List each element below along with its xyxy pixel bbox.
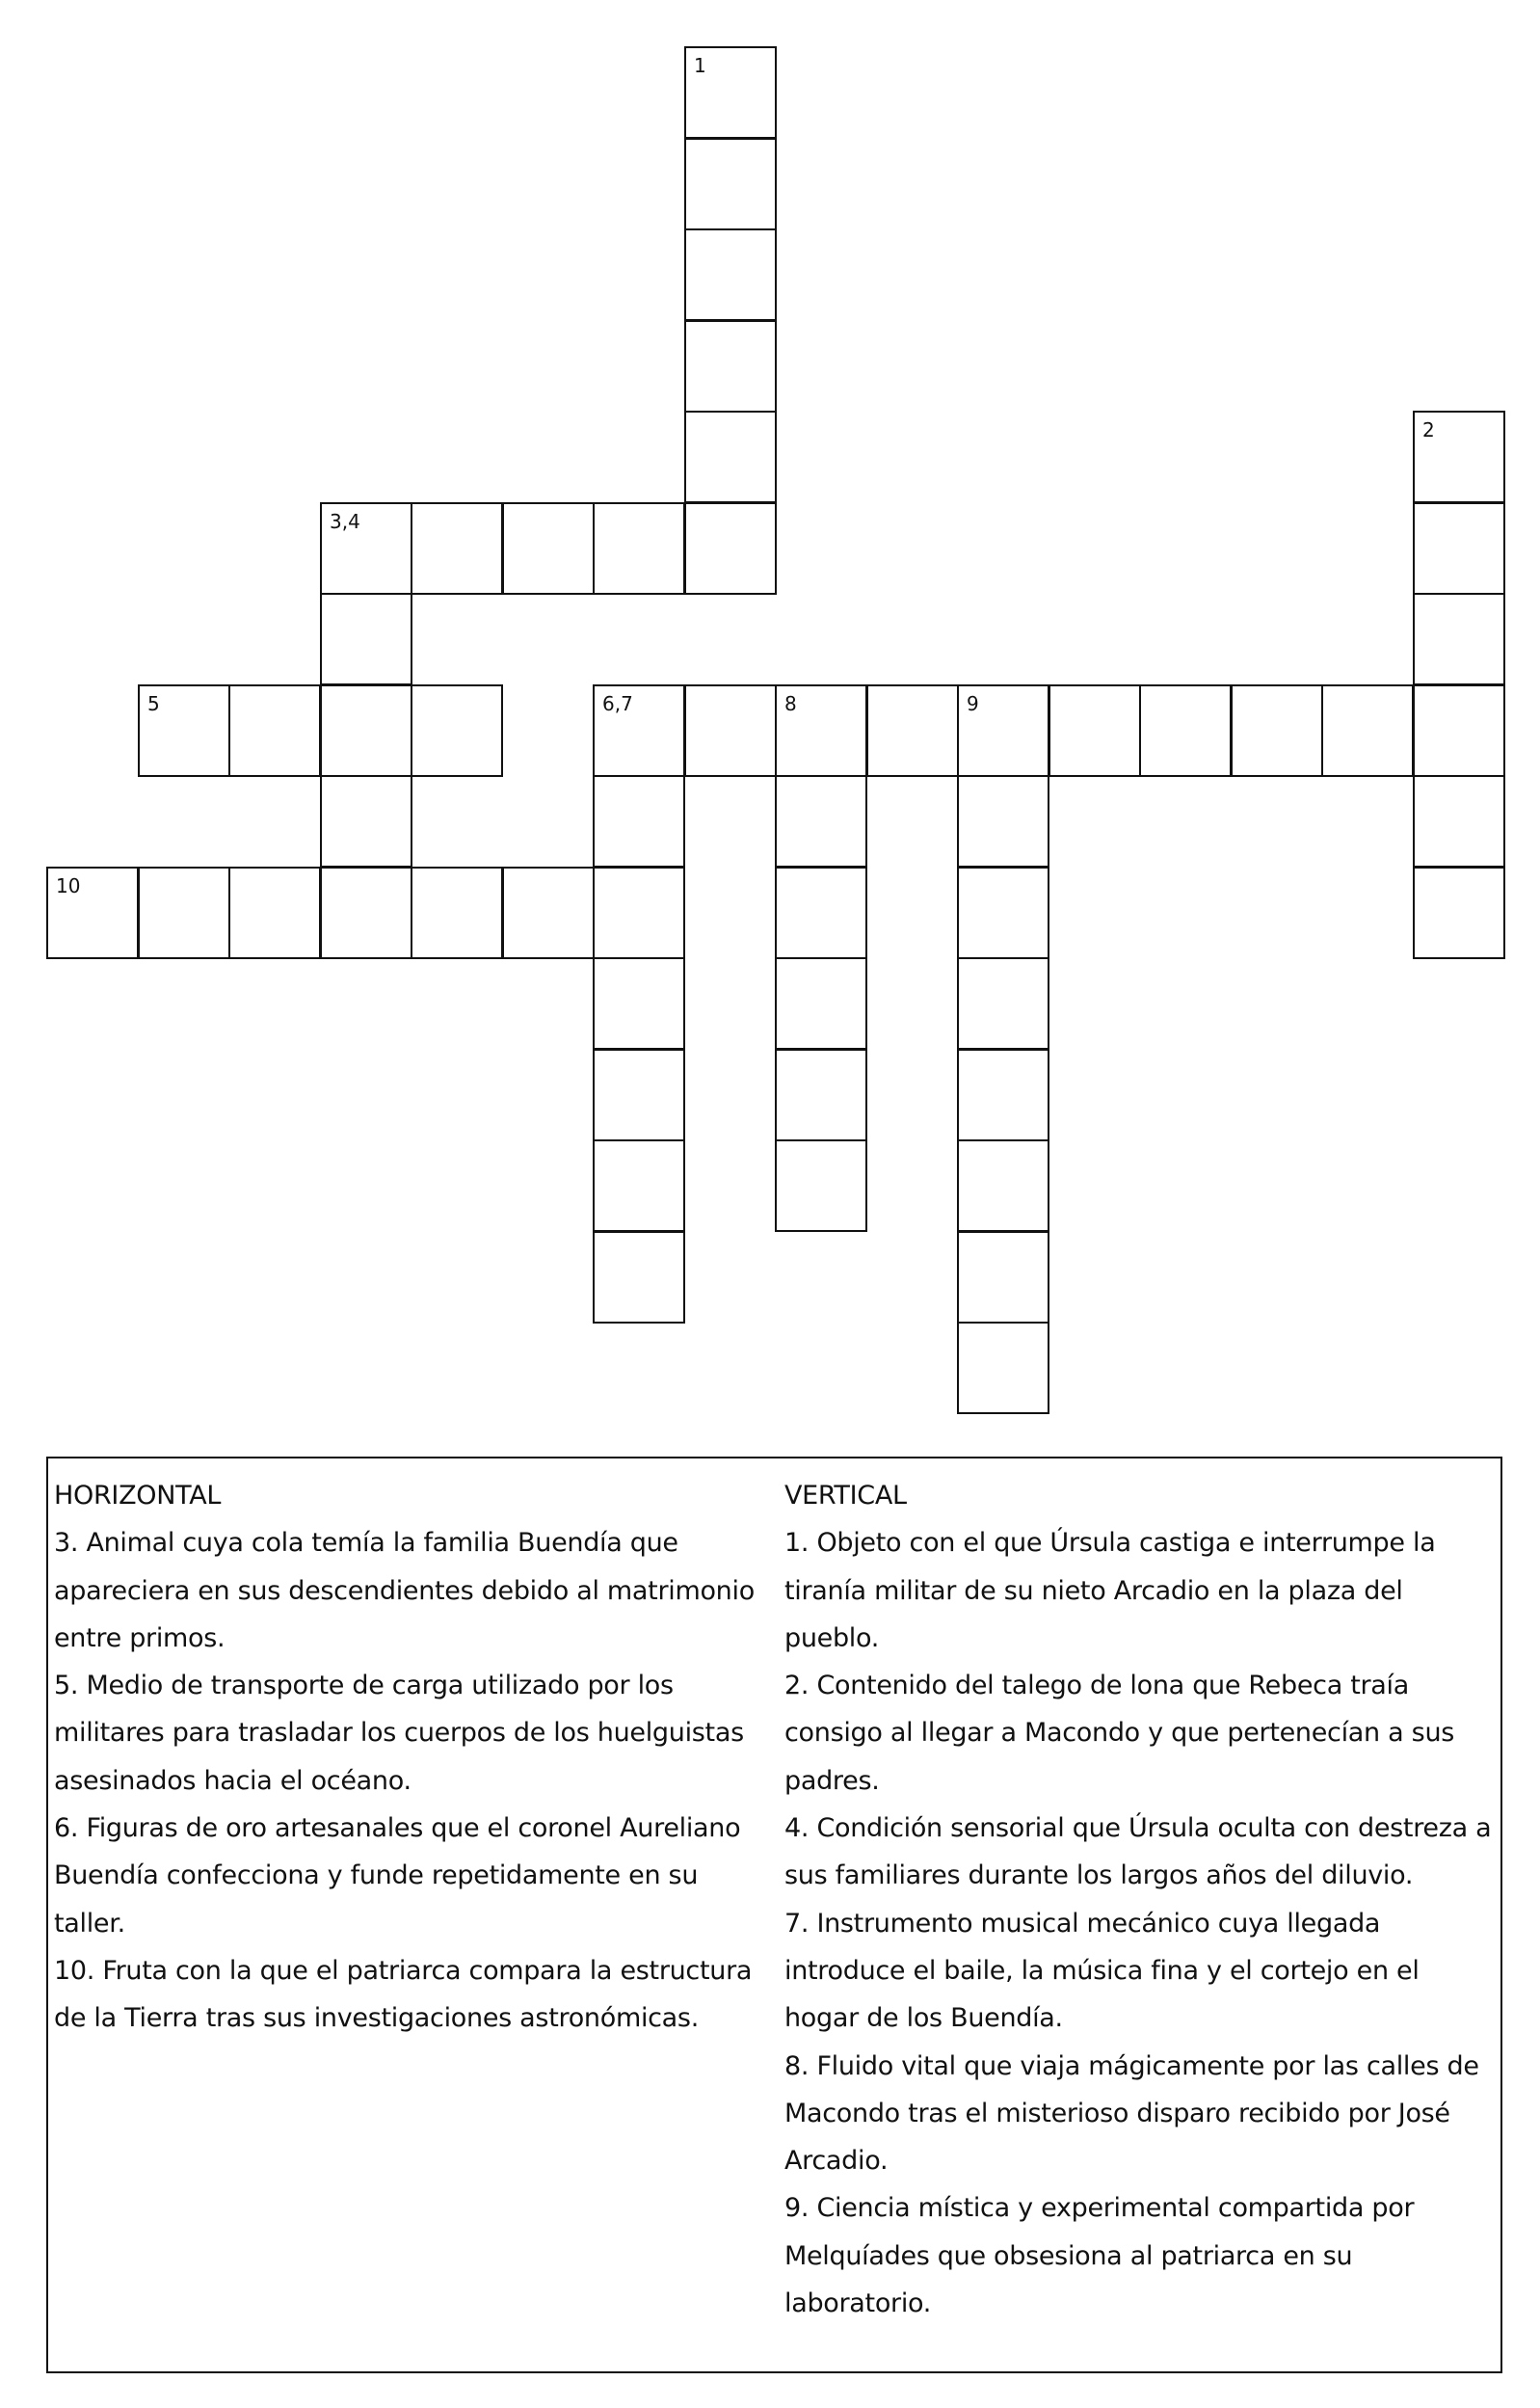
crossword-cell[interactable] — [138, 867, 230, 959]
clue-vertical-2: 2. Contenido del talego de lona que Rebeca traía consigo al llegar a Macondo y que pertenecían a sus padres. — [784, 1671, 1455, 1796]
crossword-cell[interactable] — [502, 502, 595, 595]
vertical-clues-column — [784, 1472, 1498, 2327]
clue-vertical-4: 4. Condición sensorial que Úrsula oculta con destreza a sus familiares durante los largos años del diluvio. — [784, 1813, 1492, 1891]
crossword-cell[interactable] — [228, 867, 321, 959]
crossword-cell[interactable] — [320, 593, 412, 685]
cell-number: 1 — [694, 54, 706, 77]
clue-vertical-9: 9. Ciencia mística y experimental compartida por Melquíades que obsesiona al patriarca en su laboratorio. — [784, 2193, 1415, 2319]
crossword-cell[interactable] — [957, 775, 1049, 868]
crossword-cell[interactable] — [593, 684, 685, 777]
crossword-cell[interactable] — [1321, 684, 1414, 777]
crossword-cell[interactable] — [775, 867, 867, 959]
crossword-cell[interactable] — [46, 867, 139, 959]
crossword-cell[interactable] — [593, 775, 685, 868]
horizontal-title: HORIZONTAL — [54, 1481, 222, 1511]
clues-box — [46, 1457, 1502, 2373]
clue-vertical-7: 7. Instrumento musical mecánico cuya llegada introduce el baile, la música fina y el cortejo en el hogar de los Buendía. — [784, 1908, 1420, 2034]
clue-horizontal-10: 10. Fruta con la que el patriarca compara la estructura de la Tierra tras sus investigaciones astronómicas. — [54, 1955, 753, 2034]
crossword-cell[interactable] — [957, 1231, 1049, 1324]
crossword-cell[interactable] — [775, 1049, 867, 1141]
crossword-cell[interactable] — [593, 1231, 685, 1324]
vertical-title: VERTICAL — [784, 1481, 907, 1511]
crossword-cell[interactable] — [957, 1139, 1049, 1232]
crossword-cell[interactable] — [411, 684, 503, 777]
crossword-cell[interactable] — [957, 957, 1049, 1050]
cell-number: 5 — [147, 692, 160, 715]
crossword-cell[interactable] — [1413, 411, 1505, 503]
cell-number: 8 — [784, 692, 797, 715]
clue-horizontal-6: 6. Figuras de oro artesanales que el coronel Aureliano Buendía confecciona y funde repetidamente en su taller. — [54, 1813, 741, 1939]
crossword-cell[interactable] — [320, 775, 412, 868]
clue-horizontal-3: 3. Animal cuya cola temía la familia Buendía que apareciera en sus descendientes debido al matrimonio entre primos. — [54, 1528, 755, 1653]
horizontal-clues-column — [54, 1472, 762, 2043]
cell-number: 3,4 — [330, 510, 360, 533]
crossword-cell[interactable] — [411, 502, 503, 595]
crossword-cell[interactable] — [684, 138, 777, 230]
crossword-cell[interactable] — [228, 684, 321, 777]
crossword-cell[interactable] — [775, 957, 867, 1050]
crossword-cell[interactable] — [684, 411, 777, 503]
crossword-cell[interactable] — [320, 502, 412, 595]
crossword-cell[interactable] — [684, 46, 777, 139]
crossword-cell[interactable] — [1231, 684, 1323, 777]
cell-number: 9 — [967, 692, 979, 715]
clue-vertical-1: 1. Objeto con el que Úrsula castiga e interrumpe la tiranía militar de su nieto Arcadio en la plaza del pueblo. — [784, 1528, 1436, 1653]
crossword-cell[interactable] — [684, 684, 777, 777]
crossword-cell[interactable] — [1413, 775, 1505, 868]
crossword-cell[interactable] — [957, 1322, 1049, 1414]
crossword-cell[interactable] — [502, 867, 595, 959]
crossword-cell[interactable] — [1049, 684, 1141, 777]
crossword-cell[interactable] — [593, 1139, 685, 1232]
crossword-cell[interactable] — [1139, 684, 1232, 777]
crossword-cell[interactable] — [320, 684, 412, 777]
clue-horizontal-5: 5. Medio de transporte de carga utilizado por los militares para trasladar los cuerpos de los huelguistas asesinados hacia el océano. — [54, 1671, 744, 1796]
crossword-cell[interactable] — [775, 1139, 867, 1232]
crossword-cell[interactable] — [411, 867, 503, 959]
crossword-cell[interactable] — [684, 228, 777, 321]
clue-vertical-8: 8. Fluido vital que viaja mágicamente por las calles de Macondo tras el misterioso disparo recibido por José Arcadio. — [784, 2050, 1479, 2177]
crossword-cell[interactable] — [593, 957, 685, 1050]
cell-number: 6,7 — [602, 692, 633, 715]
crossword-cell[interactable] — [1413, 593, 1505, 685]
crossword-cell[interactable] — [957, 1049, 1049, 1141]
crossword-cell[interactable] — [1413, 502, 1505, 595]
crossword-cell[interactable] — [593, 502, 685, 595]
crossword-cell[interactable] — [1413, 867, 1505, 959]
crossword-cell[interactable] — [866, 684, 959, 777]
crossword-cell[interactable] — [684, 502, 777, 595]
crossword-cell[interactable] — [684, 320, 777, 413]
crossword-cell[interactable] — [593, 1049, 685, 1141]
crossword-cell[interactable] — [957, 684, 1049, 777]
crossword-cell[interactable] — [957, 867, 1049, 959]
crossword-cell[interactable] — [320, 867, 412, 959]
crossword-cell[interactable] — [593, 867, 685, 959]
crossword-cell[interactable] — [138, 684, 230, 777]
crossword-cell[interactable] — [775, 775, 867, 868]
cell-number: 10 — [56, 874, 81, 897]
crossword-cell[interactable] — [1413, 684, 1505, 777]
crossword-cell[interactable] — [775, 684, 867, 777]
cell-number: 2 — [1422, 418, 1435, 441]
